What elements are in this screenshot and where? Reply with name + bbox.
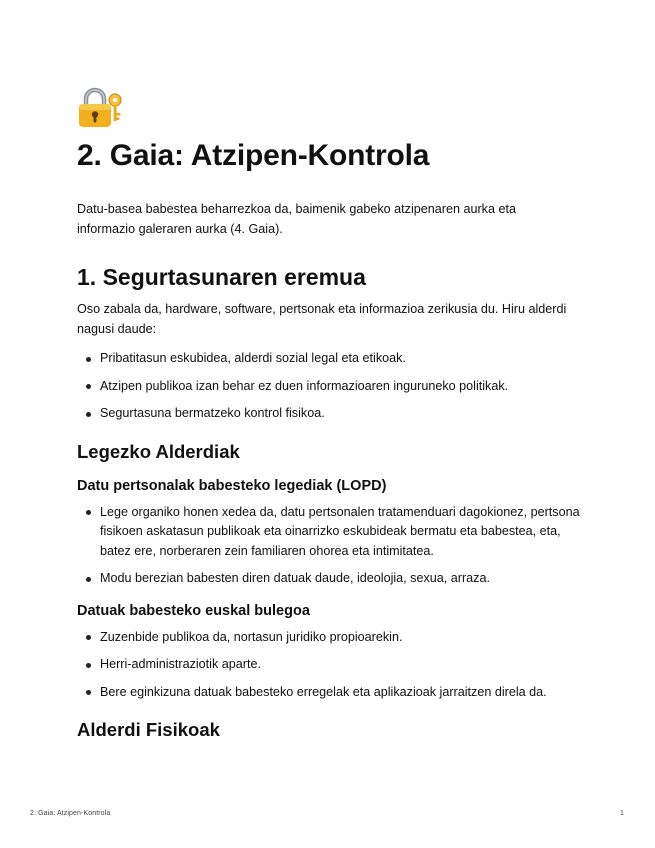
list-item: Segurtasuna bermatzeko kontrol fisikoa. (100, 404, 582, 424)
intro-paragraph: Datu-basea babestea beharrezkoa da, baimenik gabeko atzipenaren aurka eta informazio galeraren aurka (4. Gaia). (77, 202, 516, 236)
list-item: Lege organiko honen xedea da, datu pertsonalen tratamenduari dagokionez, pertsona fisikoen askatasun publikoak eta oinarrizko eskubideak bermatu eta babestea, eta, batez ere, norberaren zein familiaren ohorea eta intimitatea. (100, 503, 582, 562)
bullet-list (77, 503, 582, 589)
section-heading-physical: Alderdi Fisikoak (77, 719, 220, 740)
list-item: Bere eginkizuna datuak babesteko erregelak eta aplikazioak jarraitzen direla da. (100, 683, 582, 703)
section-heading-legal: Legezko Alderdiak (77, 440, 240, 462)
list-item: Herri-administraziotik aparte. (100, 655, 582, 675)
content-body (77, 262, 582, 752)
page-title: 2. Gaia: Atzipen-Kontrola (77, 139, 430, 172)
section-paragraph: Oso zabala da, hardware, software, pertsonak eta informazioa zerikusia du. Hiru alderdi nagusi daude: (77, 302, 567, 336)
section-heading-security-scope: 1. Segurtasunaren eremua (77, 264, 366, 290)
bullet-list (77, 628, 582, 703)
footer-page-number: 1 (620, 810, 624, 817)
bullet-list (77, 349, 582, 424)
lock-with-key-icon (77, 86, 123, 128)
list-item: Pribatitasun eskubidea, alderdi sozial legal eta etikoak. (100, 349, 582, 369)
subsection-heading-lopd: Datu pertsonalak babesteko legediak (LOPD) (77, 477, 387, 494)
list-item: Modu berezian babesten diren datuak daude, ideolojia, sexua, arraza. (100, 569, 582, 589)
footer-title: 2. Gaia: Atzipen-Kontrola (30, 810, 111, 817)
list-item: Zuzenbide publikoa da, nortasun juridiko propioarekin. (100, 628, 582, 648)
subsection-heading-agency: Datuak babesteko euskal bulegoa (77, 602, 310, 619)
list-item: Atzipen publikoa izan behar ez duen informazioaren inguruneko politikak. (100, 377, 582, 397)
